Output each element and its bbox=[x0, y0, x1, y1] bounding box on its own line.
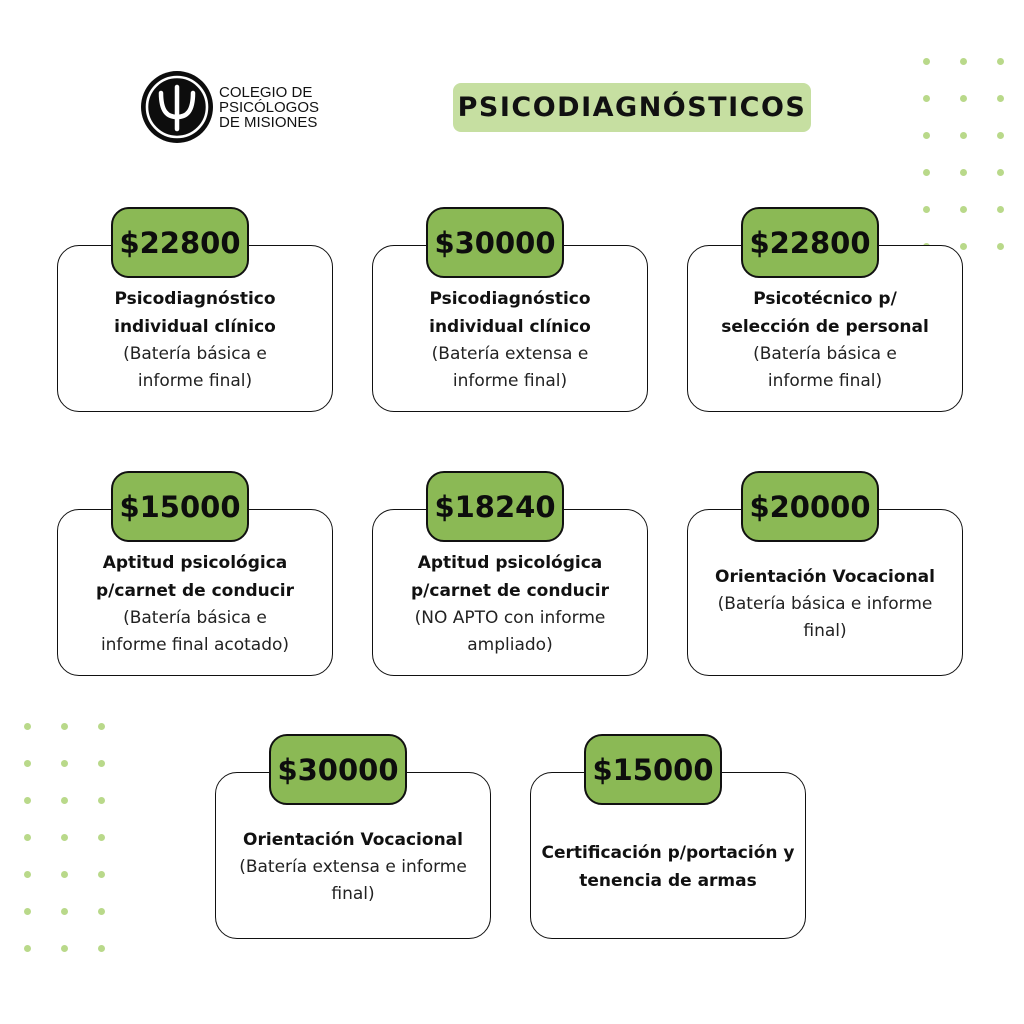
decorative-dot bbox=[923, 169, 930, 176]
price-badge: $30000 bbox=[269, 734, 407, 805]
decorative-dot bbox=[61, 797, 68, 804]
card-description: (Batería básica e informe final) bbox=[123, 343, 267, 391]
decorative-dot bbox=[997, 243, 1004, 250]
card-description: (NO APTO con informe ampliado) bbox=[414, 607, 606, 655]
price-badge: $18240 bbox=[426, 471, 564, 542]
card-title: Aptitud psicológica p/carnet de conducir bbox=[410, 552, 610, 601]
decorative-dot bbox=[61, 834, 68, 841]
card-title: Certificación p/portación y tenencia de armas bbox=[541, 842, 795, 891]
decorative-dot bbox=[24, 723, 31, 730]
decorative-dot bbox=[98, 834, 105, 841]
decorative-dot bbox=[24, 908, 31, 915]
decorative-dot bbox=[98, 945, 105, 952]
decorative-dot bbox=[997, 58, 1004, 65]
decorative-dot bbox=[98, 871, 105, 878]
logo-line-1: COLEGIO DE bbox=[219, 83, 313, 101]
decorative-dot bbox=[923, 206, 930, 213]
logo-line-3: DE MISIONES bbox=[219, 113, 318, 131]
decorative-dot bbox=[960, 95, 967, 102]
logo bbox=[141, 71, 319, 143]
card-title: Aptitud psicológica p/carnet de conducir bbox=[95, 552, 295, 601]
decorative-dot bbox=[98, 908, 105, 915]
decorative-dot bbox=[960, 206, 967, 213]
card-description: (Batería básica e informe final) bbox=[753, 343, 897, 391]
card-title: Orientación Vocacional bbox=[243, 829, 463, 850]
price-badge: $22800 bbox=[111, 207, 249, 278]
decorative-dot bbox=[61, 760, 68, 767]
decorative-dot bbox=[923, 58, 930, 65]
decorative-dot bbox=[98, 760, 105, 767]
card-description: (Batería básica e informe final acotado) bbox=[100, 607, 290, 655]
decorative-dot bbox=[997, 132, 1004, 139]
decorative-dot bbox=[61, 908, 68, 915]
price-badge: $15000 bbox=[111, 471, 249, 542]
decorative-dot bbox=[61, 723, 68, 730]
logo-text bbox=[219, 85, 319, 130]
decorative-dot bbox=[24, 871, 31, 878]
decorative-dot bbox=[923, 95, 930, 102]
decorative-dot bbox=[61, 945, 68, 952]
decorative-dot bbox=[960, 58, 967, 65]
price-badge: $30000 bbox=[426, 207, 564, 278]
card-title: Psicodiagnóstico individual clínico bbox=[429, 288, 591, 337]
decorative-dot bbox=[960, 243, 967, 250]
price-badge: $20000 bbox=[741, 471, 879, 542]
card-description: (Batería extensa e informe final) bbox=[239, 856, 467, 904]
price-badge: $15000 bbox=[584, 734, 722, 805]
decorative-dot bbox=[24, 945, 31, 952]
card-description: (Batería extensa e informe final) bbox=[431, 343, 589, 391]
decorative-dots-bottom-left bbox=[24, 723, 105, 952]
psi-logo-icon bbox=[141, 71, 213, 143]
card-title: Orientación Vocacional bbox=[715, 566, 935, 587]
decorative-dot bbox=[24, 760, 31, 767]
logo-line-2: PSICÓLOGOS bbox=[219, 98, 320, 116]
decorative-dot bbox=[923, 132, 930, 139]
decorative-dot bbox=[997, 95, 1004, 102]
card-title: Psicotécnico p/ selección de personal bbox=[721, 288, 929, 337]
price-badge: $22800 bbox=[741, 207, 879, 278]
decorative-dot bbox=[997, 169, 1004, 176]
decorative-dot bbox=[960, 132, 967, 139]
card-description: (Batería básica e informe final) bbox=[717, 593, 933, 641]
card-title: Psicodiagnóstico individual clínico bbox=[114, 288, 276, 337]
decorative-dot bbox=[98, 797, 105, 804]
decorative-dot bbox=[997, 206, 1004, 213]
decorative-dot bbox=[98, 723, 105, 730]
decorative-dot bbox=[960, 169, 967, 176]
page-title: PSICODIAGNÓSTICOS bbox=[453, 83, 811, 132]
decorative-dot bbox=[24, 797, 31, 804]
decorative-dot bbox=[61, 871, 68, 878]
decorative-dot bbox=[24, 834, 31, 841]
